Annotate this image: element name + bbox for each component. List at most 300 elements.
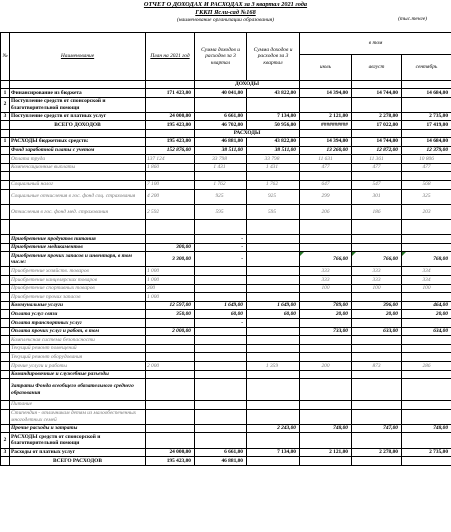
row-number xyxy=(1,180,10,189)
plan-cell: 1 000 xyxy=(146,293,195,302)
row-number xyxy=(1,293,10,302)
plan-cell: 2 000 xyxy=(146,362,195,371)
sum-cell xyxy=(195,327,247,336)
row-name: Социальный налог xyxy=(10,180,146,189)
september-cell: 477 xyxy=(402,163,451,172)
table-row xyxy=(1,155,451,164)
sum-cell: - xyxy=(195,235,247,244)
row-number xyxy=(1,400,10,409)
row-name: Текущий ремонт оборудования xyxy=(10,353,146,362)
sum2-cell xyxy=(247,267,300,276)
row-number xyxy=(1,204,10,219)
row-number xyxy=(1,327,10,336)
row-name: Затраты Фонда всеобщего обязательного среднего образования xyxy=(10,379,146,401)
august-cell xyxy=(352,293,402,302)
sum-cell: 925 xyxy=(195,189,247,204)
sum2-cell xyxy=(247,97,300,112)
plan-cell xyxy=(146,400,195,409)
september-cell: 17 419,00 xyxy=(402,121,451,130)
august-cell: 14 744,00 xyxy=(352,89,402,98)
col-header-august: август xyxy=(352,55,402,81)
july-cell xyxy=(300,379,352,401)
july-cell xyxy=(300,97,352,112)
august-cell: 2 278,00 xyxy=(352,448,402,457)
sum-cell: 1 762 xyxy=(195,180,247,189)
september-cell xyxy=(402,293,451,302)
table-row xyxy=(1,344,451,353)
sum2-cell xyxy=(247,457,300,466)
july-cell: ########## xyxy=(300,121,352,130)
august-cell: 873 xyxy=(352,362,402,371)
col-header-including: в том xyxy=(300,33,451,55)
table-row xyxy=(1,327,451,336)
august-cell xyxy=(352,409,402,424)
september-cell: 334 xyxy=(402,267,451,276)
july-cell xyxy=(300,235,352,244)
july-cell xyxy=(300,293,352,302)
table-row xyxy=(1,319,451,328)
row-number xyxy=(1,336,10,345)
sum2-cell: 7 134,00 xyxy=(247,112,300,121)
plan-cell: 137 124 xyxy=(146,155,195,164)
sum-cell xyxy=(195,172,247,181)
september-cell: 768,00 xyxy=(402,252,451,267)
row-number xyxy=(1,379,10,401)
table-row xyxy=(1,189,451,204)
sum-cell xyxy=(195,284,247,293)
row-name: Приобретение прочих запасов xyxy=(10,293,146,302)
august-cell: 186 xyxy=(352,204,402,219)
row-name: Командировочные и служебные разъезды xyxy=(10,370,146,379)
plan-cell: 195 423,00 xyxy=(146,457,195,466)
sum2-cell xyxy=(247,379,300,401)
sum-cell xyxy=(195,400,247,409)
row-number xyxy=(1,155,10,164)
august-cell: 747,00 xyxy=(352,424,402,433)
row-number xyxy=(1,284,10,293)
july-cell xyxy=(300,457,352,466)
august-cell: 633,00 xyxy=(352,327,402,336)
august-cell: 333 xyxy=(352,267,402,276)
row-number xyxy=(1,163,10,172)
table-row xyxy=(1,180,451,189)
august-cell xyxy=(352,433,402,448)
section-expenses-row xyxy=(1,129,451,137)
plan-cell xyxy=(146,433,195,448)
plan-cell: 152 876,00 xyxy=(146,146,195,155)
row-number: 1 xyxy=(1,137,10,146)
july-cell: 20,00 xyxy=(300,310,352,319)
july-cell: 748,00 xyxy=(300,424,352,433)
row-name: Оплата услуг связи xyxy=(10,310,146,319)
august-cell: 11 361 xyxy=(352,155,402,164)
sum2-cell xyxy=(247,433,300,448)
sum-cell: 1 649,00 xyxy=(195,301,247,310)
sum-cell xyxy=(195,362,247,371)
sum2-cell xyxy=(247,276,300,285)
table-row xyxy=(1,293,451,302)
row-number: 3 xyxy=(1,448,10,457)
organization-name: ГККП Ясли-сад №168 xyxy=(195,9,256,16)
sum2-cell: 33 798 xyxy=(247,155,300,164)
table-row xyxy=(1,370,451,379)
row-name: Оплата транспортных услуг xyxy=(10,319,146,328)
september-cell: 14 684,00 xyxy=(402,137,451,146)
sum2-cell: 2 243,00 xyxy=(247,424,300,433)
row-number xyxy=(1,353,10,362)
plan-cell xyxy=(146,409,195,424)
plan-cell: 24 000,00 xyxy=(146,112,195,121)
row-name: Прочие услуги и работы xyxy=(10,362,146,371)
sum-cell: 6 661,00 xyxy=(195,448,247,457)
row-name: Компенсационные выплаты xyxy=(10,163,146,172)
table-row xyxy=(1,97,451,112)
table-row xyxy=(1,276,451,285)
table-row xyxy=(1,163,451,172)
table-row xyxy=(1,243,451,252)
row-number xyxy=(1,121,10,130)
plan-cell xyxy=(146,319,195,328)
row-number xyxy=(1,344,10,353)
august-cell xyxy=(352,370,402,379)
sum2-cell: 1 431 xyxy=(247,163,300,172)
row-name: Приобретение хозяйств. товаров xyxy=(10,267,146,276)
july-cell xyxy=(300,243,352,252)
july-cell: 299 xyxy=(300,189,352,204)
july-cell xyxy=(300,344,352,353)
plan-cell xyxy=(146,172,195,181)
sum2-cell xyxy=(247,243,300,252)
table-row xyxy=(1,284,451,293)
table-row xyxy=(1,137,451,146)
plan-cell xyxy=(146,379,195,401)
col-header-name: Наименование xyxy=(10,33,146,81)
august-cell: 17 022,00 xyxy=(352,121,402,130)
row-name: Оплата прочих услуг и работ, в том xyxy=(10,327,146,336)
plan-cell: 24 000,00 xyxy=(146,448,195,457)
september-cell xyxy=(402,172,451,181)
plan-cell xyxy=(146,344,195,353)
july-cell xyxy=(300,336,352,345)
table-row xyxy=(1,204,451,219)
july-cell: 206 xyxy=(300,204,352,219)
row-name: Приобретение прочих запасов и инвентаря, в том числе: xyxy=(10,252,146,267)
row-name: Оплата труда xyxy=(10,155,146,164)
sum-cell xyxy=(195,379,247,401)
units-label: (тыс.тенге) xyxy=(398,16,427,22)
row-number xyxy=(1,243,10,252)
july-cell: 13 260,00 xyxy=(300,146,352,155)
august-cell xyxy=(352,219,402,234)
row-name: Комплексная система безопасности xyxy=(10,336,146,345)
august-cell: 301 xyxy=(352,189,402,204)
row-number xyxy=(1,319,10,328)
plan-cell xyxy=(146,424,195,433)
august-cell xyxy=(352,457,402,466)
row-number xyxy=(1,362,10,371)
row-name xyxy=(10,172,146,181)
sum-cell xyxy=(195,336,247,345)
july-cell: 333 xyxy=(300,267,352,276)
table-row xyxy=(1,400,451,409)
september-cell: 20,00 xyxy=(402,310,451,319)
august-cell xyxy=(352,235,402,244)
row-name: Текущий ремонт помещений xyxy=(10,344,146,353)
sum2-cell: 1 762 xyxy=(247,180,300,189)
report-table xyxy=(0,32,451,466)
sum2-cell: 7 134,00 xyxy=(247,448,300,457)
sum-cell: 595 xyxy=(195,204,247,219)
row-name: РАСХОДЫ средств от спонсорской и благотворительной помощи xyxy=(10,433,146,448)
row-name: Финансирование из бюджета xyxy=(10,89,146,98)
row-number xyxy=(1,409,10,424)
august-cell: 20,00 xyxy=(352,310,402,319)
sum2-cell: 595 xyxy=(247,204,300,219)
september-cell xyxy=(402,243,451,252)
july-cell: 733,00 xyxy=(300,327,352,336)
sum-cell xyxy=(195,433,247,448)
sum-cell xyxy=(195,353,247,362)
sum-cell: 46 881,00 xyxy=(195,137,247,146)
august-cell: 2 278,00 xyxy=(352,112,402,121)
table-row xyxy=(1,112,451,121)
august-cell: 14 744,00 xyxy=(352,137,402,146)
sum-cell: 33 798 xyxy=(195,155,247,164)
sum2-cell: 43 822,00 xyxy=(247,89,300,98)
september-cell: 203 xyxy=(402,204,451,219)
row-name: Фонд заработной платы с учетом xyxy=(10,146,146,155)
september-cell xyxy=(402,336,451,345)
july-cell: 333 xyxy=(300,276,352,285)
july-cell: 789,00 xyxy=(300,301,352,310)
table-row xyxy=(1,310,451,319)
row-number: 2 xyxy=(1,97,10,112)
sum2-cell xyxy=(247,327,300,336)
august-cell: 547 xyxy=(352,180,402,189)
july-cell: 477 xyxy=(300,163,352,172)
august-cell: 396,00 xyxy=(352,301,402,310)
september-cell: 286 xyxy=(402,362,451,371)
table-row xyxy=(1,362,451,371)
plan-cell: 300 xyxy=(146,284,195,293)
september-cell xyxy=(402,400,451,409)
august-cell: 100 xyxy=(352,284,402,293)
august-cell: 766,00 xyxy=(352,252,402,267)
plan-cell: 4 200 xyxy=(146,189,195,204)
table-row xyxy=(1,267,451,276)
row-number xyxy=(1,370,10,379)
plan-cell xyxy=(146,353,195,362)
july-cell xyxy=(300,353,352,362)
july-cell: 2 121,00 xyxy=(300,112,352,121)
plan-cell: 1 000 xyxy=(146,267,195,276)
row-name: РАСХОДЫ бюджетных средств: xyxy=(10,137,146,146)
august-cell xyxy=(352,400,402,409)
plan-cell: 1 000 xyxy=(146,276,195,285)
september-cell xyxy=(402,235,451,244)
row-number xyxy=(1,457,10,466)
august-cell xyxy=(352,243,402,252)
table-row xyxy=(1,353,451,362)
july-cell xyxy=(300,319,352,328)
sum2-cell xyxy=(247,284,300,293)
sum-cell: 46 702,00 xyxy=(195,121,247,130)
september-cell: 12 379,00 xyxy=(402,146,451,155)
sum-cell: 60,00 xyxy=(195,310,247,319)
september-cell: 2 735,00 xyxy=(402,448,451,457)
table-row xyxy=(1,336,451,345)
sum2-cell xyxy=(247,370,300,379)
sum2-cell xyxy=(247,400,300,409)
sum2-cell: 1 359 xyxy=(247,362,300,371)
july-cell: 14 394,00 xyxy=(300,137,352,146)
august-cell xyxy=(352,319,402,328)
table-row xyxy=(1,172,451,181)
sum-cell: - xyxy=(195,319,247,328)
table-row xyxy=(1,121,451,130)
july-cell xyxy=(300,409,352,424)
sum-cell: - xyxy=(195,243,247,252)
col-header-plan: План на 2021 год xyxy=(146,33,195,81)
row-number xyxy=(1,276,10,285)
july-cell: 14 394,00 xyxy=(300,89,352,98)
table-row xyxy=(1,448,451,457)
plan-cell: 195 423,00 xyxy=(146,137,195,146)
row-number: 1 xyxy=(1,89,10,98)
plan-cell: 350,00 xyxy=(146,310,195,319)
september-cell xyxy=(402,97,451,112)
sum2-cell: 1 649,00 xyxy=(247,301,300,310)
plan-cell: 2 000,00 xyxy=(146,327,195,336)
row-number: 3 xyxy=(1,112,10,121)
sum-cell xyxy=(195,219,247,234)
sum2-cell: 38 511,00 xyxy=(247,146,300,155)
september-cell: 2 735,00 xyxy=(402,112,451,121)
row-name: ВСЕГО РАСХОДОВ xyxy=(10,457,146,466)
august-cell: 477 xyxy=(352,163,402,172)
row-number xyxy=(1,252,10,267)
august-cell xyxy=(352,353,402,362)
august-cell xyxy=(352,344,402,353)
row-number xyxy=(1,301,10,310)
september-cell xyxy=(402,457,451,466)
plan-cell xyxy=(146,336,195,345)
table-row xyxy=(1,433,451,448)
plan-cell: 171 423,00 xyxy=(146,89,195,98)
section-income-label: ДОХОДЫ xyxy=(195,81,300,89)
sum-cell xyxy=(195,424,247,433)
plan-cell: 3 300,00 xyxy=(146,252,195,267)
september-cell: 748,00 xyxy=(402,424,451,433)
july-cell xyxy=(300,433,352,448)
row-name: Приобретение спортивных товаров xyxy=(10,284,146,293)
september-cell xyxy=(402,433,451,448)
july-cell xyxy=(300,219,352,234)
col-header-sum1: Сумма доходов и расходов за 3 квартал xyxy=(195,33,247,81)
col-header-sum2: Сумма доходов и расходов за 3 квартал xyxy=(247,33,300,81)
col-header-no: № xyxy=(1,33,10,81)
table-row xyxy=(1,379,451,401)
row-number xyxy=(1,219,10,234)
row-number xyxy=(1,424,10,433)
september-cell xyxy=(402,344,451,353)
sum2-cell xyxy=(247,409,300,424)
september-cell: 334 xyxy=(402,276,451,285)
plan-cell: 12 597,00 xyxy=(146,301,195,310)
sum-cell: 46 881,00 xyxy=(195,457,247,466)
report-header xyxy=(0,0,451,32)
sum2-cell xyxy=(247,252,300,267)
table-row xyxy=(1,424,451,433)
august-cell xyxy=(352,336,402,345)
july-cell: 11 631 xyxy=(300,155,352,164)
table-row xyxy=(1,409,451,424)
july-cell xyxy=(300,172,352,181)
table-row xyxy=(1,301,451,310)
plan-cell xyxy=(146,370,195,379)
section-income-row xyxy=(1,81,451,89)
plan-cell: 7 100 xyxy=(146,180,195,189)
august-cell: 12 872,00 xyxy=(352,146,402,155)
table-row xyxy=(1,219,451,234)
plan-cell: 2 592 xyxy=(146,204,195,219)
section-expenses-label: РАСХОДЫ xyxy=(195,129,300,137)
row-name: Стипендия - отличникам детям из малообеспеченных многодетных семей xyxy=(10,409,146,424)
table-row xyxy=(1,89,451,98)
sum-cell: 1 431 xyxy=(195,163,247,172)
sum-cell xyxy=(195,276,247,285)
sum2-cell xyxy=(247,319,300,328)
col-header-july: июль xyxy=(300,55,352,81)
july-cell: 2 121,00 xyxy=(300,448,352,457)
row-number xyxy=(1,172,10,181)
sum2-cell: 60,00 xyxy=(247,310,300,319)
sum-cell xyxy=(195,409,247,424)
sum2-cell xyxy=(247,336,300,345)
sum-cell: 6 661,00 xyxy=(195,112,247,121)
row-name: Приобретение продуктов питания xyxy=(10,235,146,244)
plan-cell: 1 860 xyxy=(146,163,195,172)
row-number xyxy=(1,310,10,319)
col-header-september: сентябрь xyxy=(402,55,451,81)
sum-cell xyxy=(195,344,247,353)
row-number: 2 xyxy=(1,433,10,448)
row-name: Приобретение медикаментов xyxy=(10,243,146,252)
sum2-cell xyxy=(247,293,300,302)
row-number xyxy=(1,267,10,276)
row-name: Коммунальные услуги xyxy=(10,301,146,310)
sum2-cell xyxy=(247,235,300,244)
table-header-row xyxy=(1,33,451,55)
july-cell: 766,00 xyxy=(300,252,352,267)
row-name: ВСЕГО ДОХОДОВ xyxy=(10,121,146,130)
september-cell: 325 xyxy=(402,189,451,204)
july-cell: 100 xyxy=(300,284,352,293)
july-cell xyxy=(300,400,352,409)
table-row xyxy=(1,146,451,155)
september-cell: 14 684,00 xyxy=(402,89,451,98)
row-name: Приобретение канцелярских товаров xyxy=(10,276,146,285)
row-number xyxy=(1,146,10,155)
september-cell xyxy=(402,409,451,424)
plan-cell xyxy=(146,97,195,112)
table-row xyxy=(1,235,451,244)
row-name: Социальные отчисления в гос. фонд соц. страхования xyxy=(10,189,146,204)
august-cell xyxy=(352,172,402,181)
plan-cell: 195 423,00 xyxy=(146,121,195,130)
plan-cell xyxy=(146,235,195,244)
sum2-cell xyxy=(247,353,300,362)
